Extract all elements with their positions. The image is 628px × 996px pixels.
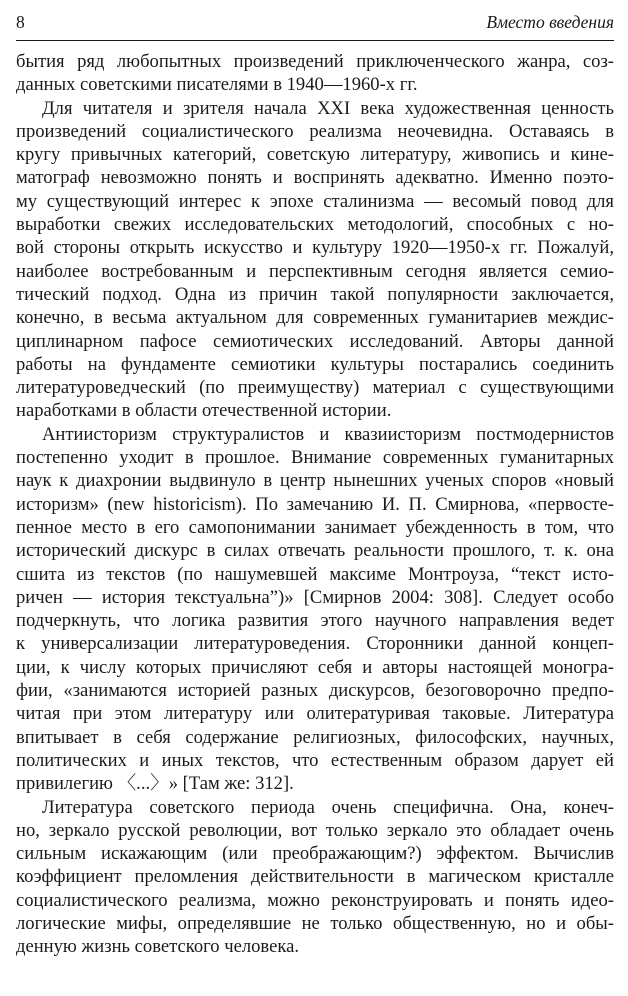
text-line: работы на фундаменте семиотики культуры постарались соединить xyxy=(16,353,614,375)
text-line: коэффициент преломления действительности в магическом кристалле xyxy=(16,866,614,888)
text-line: бытия ряд любопытных произведений приключенческого жанра, соз- xyxy=(16,51,614,72)
text-line: вой стороны открыть искусство и культуру 1920—1950-х гг. Пожалуй, xyxy=(16,237,614,259)
text-line: наук к диахронии выдвинуло в центр нынешних ученых споров «новый xyxy=(16,470,614,492)
text-line: данных советскими писателями в 1940—1960-х гг. xyxy=(16,74,418,96)
text-line: читая при этом литературу или олитературивая таковые. Литература xyxy=(16,703,614,725)
paragraph xyxy=(16,423,614,796)
text-line: пенное место в его самопонимании занимает убежденность в том, что xyxy=(16,516,614,538)
text-line: ричен — история текстуальна”)» [Смирнов 2004: 308]. Следует особо xyxy=(16,586,614,608)
text-line: привилегию 〈...〉» [Там же: 312]. xyxy=(16,773,294,795)
text-line: конечно, в весьма актуальном для современных гуманитариев междис- xyxy=(16,307,614,329)
running-head-title: Вместо введения xyxy=(486,12,614,32)
text-line: тический подход. Одна из причин такой популярности заключается, xyxy=(16,283,614,305)
text-line: Для читателя и зрителя начала XXI века художественная ценность xyxy=(42,97,614,119)
page-number: 8 xyxy=(16,12,25,32)
text-line: ции, к числу которых причисляют себя и авторы настоящей моногра- xyxy=(16,656,614,678)
text-line: выработки свежих исследовательских методологий, способных с но- xyxy=(16,214,614,236)
text-line: политических и иных текстов, что естественным образом дарует ей xyxy=(16,749,614,771)
text-line: наиболее востребованным и перспективным сегодня является семио- xyxy=(16,260,614,282)
text-line: Литература советского периода очень специфична. Она, конеч- xyxy=(42,796,614,818)
body-text xyxy=(16,50,614,959)
running-head xyxy=(16,8,614,36)
text-line: сильным искажающим (или преображающим?) эффектом. Вычислив xyxy=(16,843,614,865)
text-line: циплинарном пафосе семиотических исследований. Авторы данной xyxy=(16,330,614,352)
text-line: литературоведческий (по преимуществу) материал с существующими xyxy=(16,377,614,399)
text-line: му существующий интерес к эпохе сталинизма — весомый повод для xyxy=(16,190,614,212)
text-line: фии, «занимаются историей разных дискурсов, безоговорочно предпо- xyxy=(16,680,614,702)
text-line: наработками в области отечественной истории. xyxy=(16,400,392,422)
text-line: Антиисторизм структуралистов и квазиисторизм постмодернистов xyxy=(42,423,614,445)
text-line: произведений социалистического реализма неочевидна. Оставаясь в xyxy=(16,120,614,142)
text-line: исторический дискурс в силах отвечать реальности прошлого, т. к. она xyxy=(16,540,614,562)
paragraph xyxy=(16,97,614,423)
paragraph xyxy=(16,796,614,959)
text-line: денную жизнь советского человека. xyxy=(16,936,300,958)
text-line: социалистического реализма, можно реконструировать и понять идео- xyxy=(16,889,614,911)
text-line: впитывает в себя содержание религиозных, философских, научных, xyxy=(16,726,614,748)
text-line: сшита из текстов (по нашумевшей максиме Монтроуза, “текст исто- xyxy=(16,563,614,585)
text-line: но, зеркало русской революции, вот только зеркало это обладает очень xyxy=(16,819,614,841)
text-line: постепенно уходит в прошлое. Внимание современных гуманитарных xyxy=(16,447,614,469)
text-line: матограф невозможно понять и воспринять адекватно. Именно поэто- xyxy=(16,167,614,189)
text-line: кругу привычных категорий, советскую литературу, живопись и кине- xyxy=(16,144,614,166)
text-line: логические мифы, определявшие не только общественную, но и обы- xyxy=(16,912,614,934)
text-line: к универсализации литературоведения. Сторонники данной концеп- xyxy=(16,633,614,655)
text-line: историзм» (new historicism). По замечанию И. П. Смирнова, «первосте- xyxy=(16,493,614,515)
paragraph xyxy=(16,50,614,97)
text-line: подчеркнуть, что логика развития этого научного направления ведет xyxy=(16,610,614,632)
header-rule xyxy=(16,40,614,41)
